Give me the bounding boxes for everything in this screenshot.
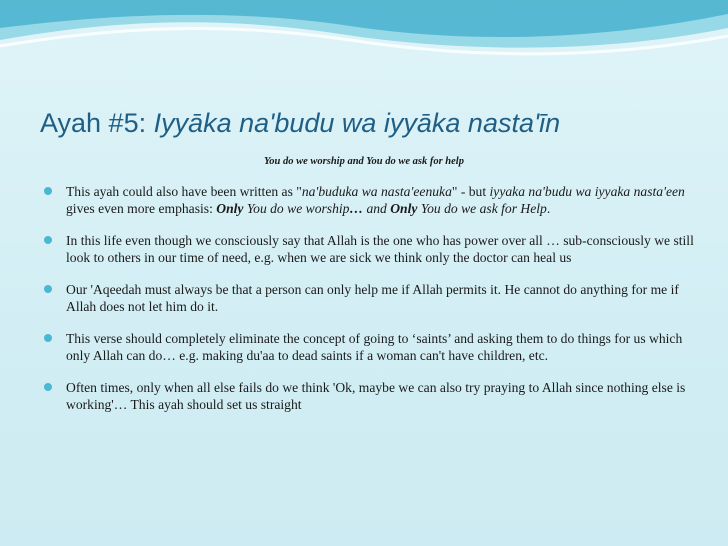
bullet-dot-icon	[44, 236, 52, 244]
slide-subtitle: You do we worship and You do we ask for help	[264, 156, 464, 167]
bullet-dot-icon	[44, 285, 52, 293]
bullet-text: In this life even though we consciously say that Allah is the one who has power over all … sub-consciously we still look to others in our time of need, e.g. when we are sick we think only the doctor can heal us	[66, 233, 694, 265]
bullet-text: " - but	[451, 184, 490, 199]
bullet-item	[44, 282, 694, 315]
bullet-text: …	[349, 200, 364, 216]
slide-title	[40, 108, 700, 139]
title-prefix: Ayah #5:	[40, 108, 154, 138]
bullet-text: na'buduka wa nasta'eenuka	[301, 184, 452, 199]
bullet-text: You do we worship	[243, 200, 350, 216]
bullet-text: Our 'Aqeedah must always be that a person can only help me if Allah permits it. He cannot do anything for me if Allah does not let him do it.	[66, 282, 679, 314]
bullet-dot-icon	[44, 187, 52, 195]
title-arabic-transliteration: Iyyāka na'budu wa iyyāka nasta'īn	[153, 108, 561, 138]
bullet-text: Often times, only when all else fails do we think 'Ok, maybe we can also try praying to Allah since nothing else is working'… This ayah should set us straight	[66, 380, 686, 412]
bullet-text: and	[363, 200, 391, 216]
decorative-wave-header	[0, 0, 728, 70]
bullet-dot-icon	[44, 383, 52, 391]
bullet-item	[44, 233, 694, 266]
bullet-text: You do we ask for Help	[417, 200, 547, 216]
bullet-text: Only	[216, 200, 244, 216]
bullet-text: Only	[390, 200, 418, 216]
bullet-text: iyyaka na'budu wa iyyaka nasta'een	[489, 184, 685, 199]
bullet-list	[44, 184, 694, 429]
bullet-item	[44, 380, 694, 413]
bullet-text: gives even more emphasis:	[66, 200, 217, 216]
bullet-text: .	[546, 200, 551, 216]
bullet-text: This verse should completely eliminate the concept of going to ‘saints’ and asking them to do things for us which only Allah can do… e.g. making du'aa to dead saints if a woman can't have children, etc.	[66, 331, 683, 363]
bullet-text: This ayah could also have been written as "	[66, 184, 302, 199]
bullet-item	[44, 331, 694, 364]
bullet-item	[44, 184, 694, 217]
bullet-dot-icon	[44, 334, 52, 342]
